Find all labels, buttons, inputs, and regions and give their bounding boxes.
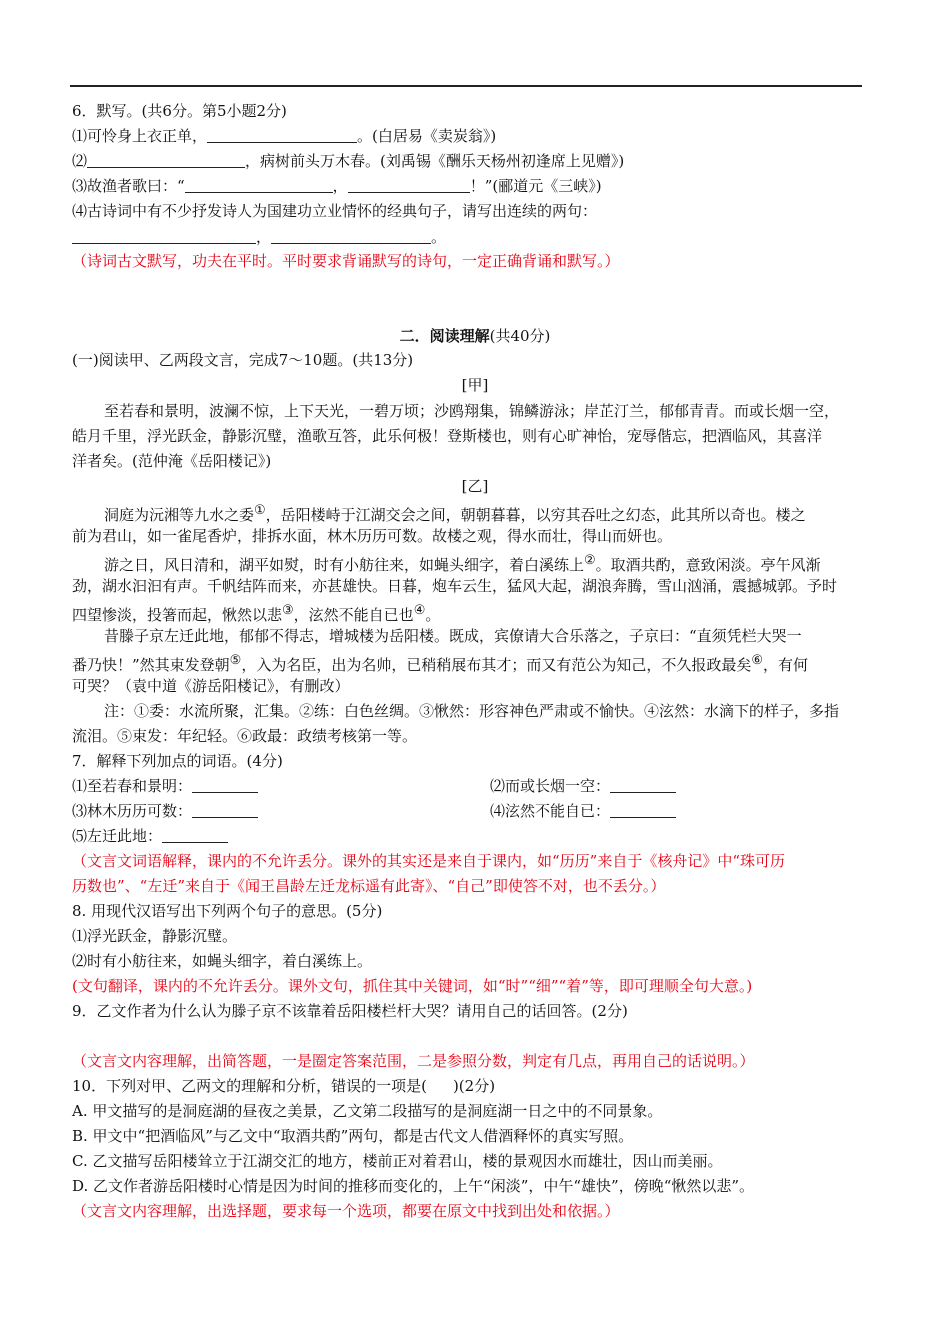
passage-jia-label: [甲] [461,376,489,394]
answer-blank[interactable] [192,776,258,793]
notes-line-1: 注：①委：水流所聚，汇集。②练：白色丝绸。③愀然：形容神色严肃或不愉快。④泫然：水滴下的样子，多指 [104,702,840,720]
answer-blank[interactable] [87,151,245,168]
answer-blank[interactable] [162,826,228,843]
q7-row-1 [72,775,862,797]
passage-yi-p1-line-2: 前为君山，如一雀尾香炉，排拆水面，林木历历可数。故楼之观，得水而壮，得山而妍也。 [72,527,673,545]
footnote-mark: ③ [282,603,294,618]
passage-jia-line-2: 皓月千里，浮光跃金，静影沉璧，渔歌互答，此乐何极！登斯楼也，则有心旷神怡，宠辱偕忘，把酒临风，其喜洋 [72,427,823,445]
part1-intro: (一)阅读甲、乙两段文言，完成7～10题。(共13分) [72,351,414,369]
q6-line-3: ⑶故渔者歌曰：“ ， ！”(郦道元《三峡》) [72,177,602,195]
q8-sentence-1: ⑴浮光跃金，静影沉璧。 [72,927,238,945]
passage-jia-line-3: 洋者矣。(范仲淹《岳阳楼记》) [72,452,272,470]
answer-blank[interactable] [610,801,676,818]
q8-teacher-note: (文句翻译，课内的不允许丢分。课外文句，抓住其中关键词，如“时”“细”“着”等，即可理顺全句大意。) [72,977,753,995]
passage-yi-p2-line-2: 劲，湖水汩汩有声。千帆结阵而来，亦甚雄快。日暮，炮车云生，猛风大起，湖浪奔腾，雪山汹涌，震撼城郭。予时 [72,577,838,595]
footnote-mark: ④ [413,603,426,618]
q8-title: 8. 用现代汉语写出下列两个句子的意思。(5分) [72,902,383,920]
notes-line-2: 流泪。⑤束发：年纪轻。⑥政最：政绩考核第一等。 [72,727,418,745]
q10-teacher-note: （文言文内容理解，出选择题，要求每一个选项，都要在原文中找到出处和依据。） [72,1202,620,1220]
passage-yi-p3-line-2: 番乃快！”然其束发登朝⑤，入为名臣，出为名帅，已稍稍展布其才；而又有范公为知己，不久报政最矣⑥，有何 [72,653,809,674]
q6-line-1: ⑴可怜身上衣正单， 。(白居易《卖炭翁》) [72,127,497,145]
section-2-heading: 二．阅读理解(共40分) [399,327,551,345]
footnote-mark: ② [584,553,596,568]
q7-item-5: ⑸左迁此地： [72,827,163,845]
q7-title: 7．解释下列加点的词语。(4分) [72,752,283,770]
passage-yi-p1-line-1: 洞庭为沅湘等九水之委①，岳阳楼峙于江湖交会之间，朝朝暮暮，以穷其吞吐之幻态，此其所以奇也。楼之 [104,503,806,524]
q10-option-a: A. 甲文描写的是洞庭湖的昼夜之美景，乙文第二段描写的是洞庭湖一日之中的不同景象。 [72,1102,663,1120]
answer-blank[interactable] [72,227,256,244]
q6-teacher-note: （诗词古文默写，功夫在平时。平时要求背诵默写的诗句，一定正确背诵和默写。） [72,252,620,270]
answer-blank[interactable] [185,176,333,193]
q7-item-3: ⑶林木历历可数： [72,802,193,820]
passage-yi-p2-line-1: 游之日，风日清和，湖平如熨，时有小舫往来，如蝇头细字，着白溪练上②。取酒共酌，意致闲淡。亭午风渐 [104,553,821,574]
q7-note-line-1: （文言文词语解释，课内的不允许丢分。课外的其实还是来自于课内，如“历历”来自于《核舟记》中“珠可历 [72,852,786,870]
q7-item-1: ⑴至若春和景明： [72,777,193,795]
q9-title: 9．乙文作者为什么认为滕子京不该靠着岳阳楼栏杆大哭？请用自己的话回答。(2分) [72,1002,628,1020]
q7-item-4-wrap: ⑷泫然不能自已： [490,800,676,822]
q6-line-5: ， 。 [72,226,446,248]
q10-option-b: B. 甲文中“把酒临风”与乙文中“取酒共酌”两句，都是古代文人借酒释怀的真实写照。 [72,1127,634,1145]
passage-yi-p3-line-3: 可哭？（袁中道《游岳阳楼记》，有删改） [72,677,350,695]
q9-teacher-note: （文言文内容理解，出简答题，一是圈定答案范围，二是参照分数，判定有几点，再用自己的话说明。） [72,1052,755,1070]
q7-row-3 [72,825,228,847]
q6-line-2: ⑵ ，病树前头万木春。(刘禹锡《酬乐天杨州初逢席上见赠》) [72,152,625,170]
footnote-mark: ⑥ [751,653,763,668]
q10-option-d: D. 乙文作者游岳阳楼时心情是因为时间的推移而变化的，上午“闲淡”，中午“雄快”，傍晚“愀然以悲”。 [72,1177,755,1195]
passage-yi-p3-line-1: 昔滕子京左迁此地，郁郁不得志，增城楼为岳阳楼。既成，宾僚请大合乐落之，子京曰：“直须凭栏大哭一 [104,627,802,645]
passage-jia-line-1: 至若春和景明，波澜不惊，上下天光，一碧万顷；沙鸥翔集，锦鳞游泳；岸芷汀兰，郁郁青青。而或长烟一空， [104,402,840,420]
q10-option-c: C. 乙文描写岳阳楼耸立于江湖交汇的地方，楼前正对着君山，楼的景观因水而雄壮，因山而美丽。 [72,1152,723,1170]
q7-note-line-2: 历数也”、“左迁”来自于《闻王昌龄左迁龙标遥有此寄》、“自己”即使答不对，也不丢分。） [72,877,666,895]
footnote-mark: ⑤ [229,653,242,668]
answer-blank[interactable] [192,801,258,818]
answer-blank[interactable] [207,126,357,143]
q6-line-4: ⑷古诗词中有不少抒发诗人为国建功立业情怀的经典句子，请写出连续的两句： [72,202,598,220]
answer-blank[interactable] [610,776,676,793]
answer-blank[interactable] [271,227,431,244]
top-rule [70,85,862,87]
q7-row-2 [72,800,862,822]
footnote-mark: ① [254,503,266,518]
passage-yi-label: [乙] [461,477,489,495]
q6-title: 6．默写。(共6分。第5小题2分) [72,102,287,120]
q8-sentence-2: ⑵时有小舫往来，如蝇头细字，着白溪练上。 [72,952,373,970]
q7-item-2-wrap: ⑵而或长烟一空： [490,775,676,797]
q10-title: 10．下列对甲、乙两文的理解和分析，错误的一项是( )(2分) [72,1077,496,1095]
answer-blank[interactable] [348,176,470,193]
passage-yi-p2-line-3: 四望惨淡，投箸而起，愀然以悲③，泫然不能自已也④。 [72,603,441,624]
